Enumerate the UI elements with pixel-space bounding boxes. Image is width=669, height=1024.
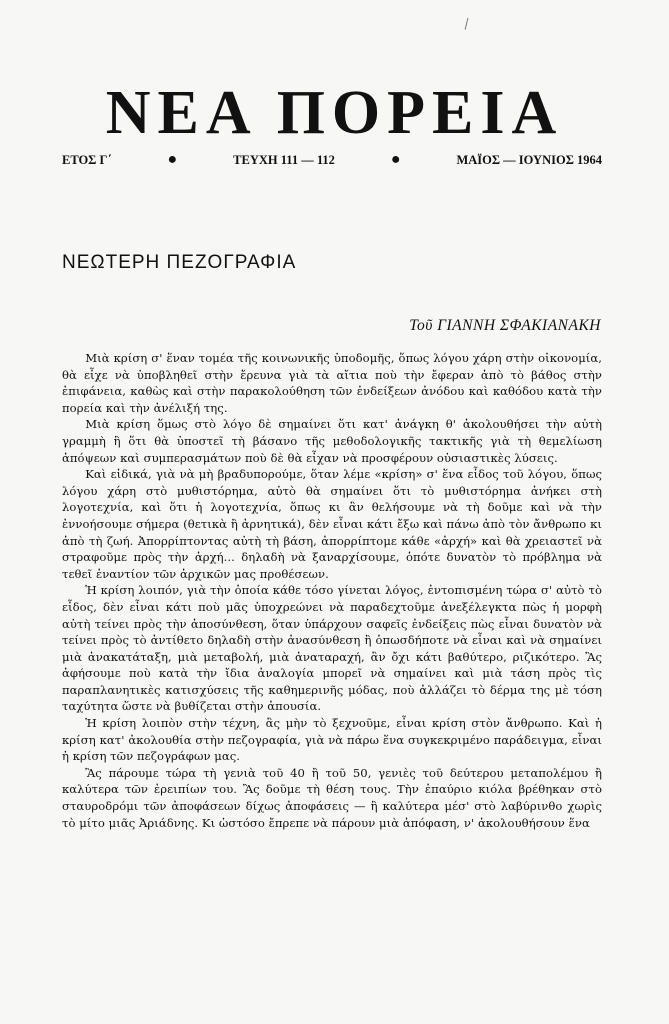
article-byline: Τοῦ ΓΙΑΝΝΗ ΣΦΑΚΙΑΝΑΚΗ — [409, 317, 601, 334]
bullet-icon: ● — [167, 151, 178, 168]
paragraph: Ἡ κρίση λοιπὸν στὴν τέχνη, ἂς μὴν τὸ ξεχνοῦμε, εἶναι κρίση στὸν ἄνθρωπο. Καὶ ἡ κρίση κατ' ἀκολουθία στὴν πεζογραφία, γιὰ νὰ πάρω ἕνα συγκεκριμένο παράδειγμα, εἶναι ἡ κρίση τῶν πεζογράφων μας. — [62, 716, 602, 764]
paragraph: Καὶ εἰδικά, γιὰ νὰ μὴ βραδυπορούμε, ὅταν λέμε «κρίση» σ' ἕνα εἶδος τοῦ λόγου, ὅπως λόγου χάρη στὸ μυθιστόρημα, αὐτὸ θὰ σημαίνει ὅτι τὸ μυθιστόρημα ἀνήκει στὴ λογοτεχνία, καὶ ὅτι ἡ λογοτεχνία, ὅπως κι ἂν θελήσουμε νὰ τὴ δοῦμε καὶ νὰ τὴν ἐννοήσουμε σήμερα (θετικὰ ἢ ἀρνητικά), δὲν εἶναι κάτι ἔξω καὶ πάνω ἀπὸ τὸν ἄνθρωπο κι ἀπὸ τὴ ζωή. Ἀπορρίπτοντας αὐτὴ τὴ βάση, ἀπορρίπτομε κάθε «ἀρχή» καὶ θὰ χρειαστεῖ νὰ στραφοῦμε πρὸς τὴν ἀρχή... δηλαδὴ νὰ ξαναρχίσουμε, ὁπότε δυνατὸν τὸ πρόβλημα νὰ τεθεῖ ἐναντίον τῶν ἀρχικῶν μας προθέσεων. — [62, 467, 602, 581]
article-title: ΝΕΩΤΕΡΗ ΠΕΖΟΓΡΑΦΙΑ — [62, 252, 297, 273]
paragraph: Μιὰ κρίση ὅμως στὸ λόγο δὲ σημαίνει ὅτι κατ' ἀνάγκη θ' ἀκολουθήσει τὴν αὐτὴ γραμμὴ ἢ ὅτι θὰ ὑποστεῖ τὴ βάσανο τῆς μεθοδολογικῆς τακτικῆς γιὰ τὴ θεμελίωση ἀπόψεων καὶ συμπερασμάτων ποὺ δὲ θὰ εἶχαν νὰ προσφέρουν οὐσιαστικὲς λύσεις. — [62, 417, 602, 465]
pen-mark — [465, 18, 471, 30]
issue-numbers: ΤΕΥΧΗ 111 — 112 — [233, 152, 335, 167]
paragraph: Ἡ κρίση λοιπόν, γιὰ τὴν ὁποία κάθε τόσο γίνεται λόγος, ἐντοπισμένη τώρα σ' αὐτὸ τὸ εἶδος, δὲν εἶναι κάτι ποὺ μᾶς ὑποχρεώνει νὰ παραδεχτοῦμε ἀνεξέλεγκτα πὼς ἡ μορφὴ αὐτὴ τείνει πρὸς τὴν ἀποσύνθεση, ὅταν ὑπάρχουν σαφεῖς ἐνδείξεις πὼς εἶναι δυνατὸν νὰ τείνει πρὸς τὸ ἀντίθετο δηλαδὴ στὴν ἀνασύνθεση ἢ ὁπωσδήποτε νὰ εἶναι καὶ νὰ σημαίνει μιὰ ἀνακατάταξη, μιὰ μεταβολή, μιὰ ἀναταραχή, ἂν ὄχι κάτι βαθύτερο, ριζικότερο. Ἂς ἀφήσουμε ποὺ κατὰ τὴν ἴδια ἀναλογία μπορεῖ νὰ σημαίνει καὶ μιὰ τάση πρὸς τὶς παραπλανητικὲς κατισχύσεις τῆς καθημερινῆς μόδας, ποὺ ἀλλάζει τὸ δέρμα της μὲ τόση ταχύτητα ὥστε νὰ βυθίζεται στὴν ἀπουσία. — [62, 583, 602, 714]
issue-line — [62, 151, 602, 169]
paragraph: Ἂς πάρουμε τώρα τὴ γενιὰ τοῦ 40 ἢ τοῦ 50, γενιὲς τοῦ δεύτερου μεταπολέμου ἢ καλύτερα τῶν ἐρειπίων του. Ἂς δοῦμε τὴ θέση τους. Τὴν ἐπαύριο κιόλα βρέθηκαν στὸ σταυροδρόμι τῶν ἀποφάσεων δίχως ἀποφάσεις — ἢ καλύτερα μέσ' στὸ λαβύρινθο χωρὶς τὸ μίτο μιᾶς Ἀριάδνης. Κι ὡστόσο ἔπρεπε νὰ πάρουν μιὰ ἀπόφαση, ν' ἀκολουθήσουν ἕνα — [62, 765, 602, 830]
paragraph: Μιὰ κρίση σ' ἕναν τομέα τῆς κοινωνικῆς ὑποδομῆς, ὅπως λόγου χάρη στὴν οἰκονομία, θὰ εἶχε νὰ ὑποβληθεῖ στὴν ἔρευνα γιὰ τὰ αἴτια ποὺ τὴν ἔφεραν ἀπὸ τὸ βάθος στὴν ἐπιφάνεια, καθὼς καὶ στὴν παρακολούθηση τῶν ἐνδείξεων ἀνόδου καὶ καθόδου κατὰ τὴν πορεία καὶ τὴν ἀνέλιξή της. — [62, 351, 602, 415]
issue-year: ΕΤΟΣ Γ΄ — [62, 152, 112, 167]
bullet-icon: ● — [390, 151, 401, 168]
masthead-title: ΝΕΑ ΠΟΡΕΙΑ — [105, 79, 564, 147]
article-body — [62, 350, 602, 831]
issue-date: ΜΑΪΟΣ — ΙΟΥΝΙΟΣ 1964 — [456, 152, 602, 167]
